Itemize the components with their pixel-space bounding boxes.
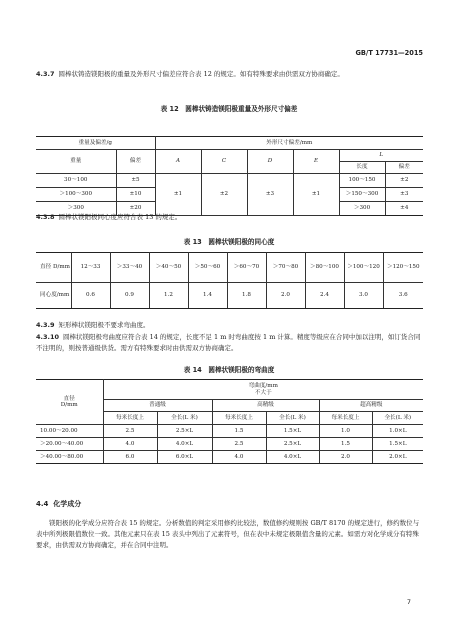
diameter-cell: ＞20.00～40.00 <box>36 438 103 451</box>
table13-caption: 表 13 圆棒状镁阳极的同心度 <box>183 238 275 246</box>
concentricity-cell: 3.6 <box>383 283 423 309</box>
dev-cell: ±20 <box>116 202 155 216</box>
diameter-cell: 10.00～20.00 <box>36 425 103 438</box>
full-length-header: 全长(L 米) <box>157 412 212 425</box>
diameter-cell: ＞40～50 <box>149 253 188 283</box>
normal-full: 2.5×L <box>157 425 212 438</box>
diameter-cell: ＞40.00～80.00 <box>36 451 103 464</box>
standard-code: GB/T 17731—2015 <box>355 49 423 57</box>
length-dev-cell: ±2 <box>385 174 423 188</box>
diameter-cell: 12～33 <box>71 253 110 283</box>
concentricity-cell: 1.2 <box>149 283 188 309</box>
high-per-meter: 2.5 <box>212 438 266 451</box>
weight-group-header: 重量及偏差/g <box>36 137 155 150</box>
C-value: ±2 <box>201 174 247 216</box>
length-dev-cell: ±4 <box>385 202 423 216</box>
table12-caption: 表 12 圆棒状铸造镁阳极重量及外形尺寸偏差 <box>160 105 298 113</box>
D-value: ±3 <box>247 174 293 216</box>
diameter-cell: ＞50～60 <box>188 253 227 283</box>
concentricity-cell: 3.0 <box>344 283 383 309</box>
ultra-per-meter: 1.0 <box>319 425 372 438</box>
clause-4-3-10 <box>36 332 424 354</box>
ultra-full: 1.0×L <box>372 425 423 438</box>
high-full: 4.0×L <box>266 451 319 464</box>
diameter-header <box>36 380 103 425</box>
diameter-unit: D/mm <box>60 402 78 408</box>
high-per-meter: 1.5 <box>212 425 266 438</box>
clause-text: 圆棒状镁阳极弯曲度应符合表 14 的规定，长度不足 1 m 时弯曲度按 1 m 计算。精度等级应在合同中加以注明，如订货合同不注明的，则按普通级供货。需方有特殊要求时由供需双方协商确定。 <box>36 333 421 352</box>
length-dev-cell: ±3 <box>385 188 423 202</box>
col-C-header: C <box>201 150 247 174</box>
per-meter-header: 每米长度上 <box>103 412 157 425</box>
diameter-cell: ＞100～120 <box>344 253 383 283</box>
chemical-composition-text: 镁阳极的化学成分应符合表 15 的规定。分析数值的判定采用修约比较法，数值修约规则按 GB/T 8170 的规定进行，修约数位与表中所列极限值数位一致。其他元素只在表 15 表头中列出了元素符号，但在表中未规定极限值含量的元素。如需方对化学成分有特殊要求，由供需双方协商确定，并在合同中注明。 <box>36 519 420 549</box>
clause-text: 圆棒状镁阳极同心度应符合表 13 的规定。 <box>58 213 182 221</box>
A-value: ±1 <box>155 174 201 216</box>
section-number: 4.4 <box>36 500 49 508</box>
ultra-per-meter: 1.5 <box>319 438 372 451</box>
concentricity-cell: 2.4 <box>305 283 344 309</box>
concentricity-header: 同心度/mm <box>36 283 71 309</box>
normal-full: 6.0×L <box>157 451 212 464</box>
concentricity-cell: 1.4 <box>188 283 227 309</box>
section-title: 化学成分 <box>53 500 82 508</box>
deviation-header: 偏差 <box>116 150 155 174</box>
diameter-label: 直径 <box>63 395 75 402</box>
weight-header: 重量 <box>36 150 116 174</box>
length-dev-header: 偏差 <box>385 162 423 174</box>
high-full: 2.5×L <box>266 438 319 451</box>
bend-header <box>103 380 423 400</box>
full-length-header: 全长(L 米) <box>372 412 423 425</box>
table-13 <box>36 252 423 309</box>
normal-per-meter: 2.5 <box>103 425 157 438</box>
concentricity-cell: 1.8 <box>227 283 266 309</box>
clause-4-3-7 <box>36 69 424 80</box>
dev-cell: ±10 <box>116 188 155 202</box>
clause-number: 4.3.8 <box>36 213 55 221</box>
normal-full: 4.0×L <box>157 438 212 451</box>
length-cell: ＞300 <box>339 202 385 216</box>
col-A-header: A <box>155 150 201 174</box>
table14-caption: 表 14 圆棒状镁阳极的弯曲度 <box>183 366 275 374</box>
diameter-cell: ＞60～70 <box>227 253 266 283</box>
weight-cell: ＞100～300 <box>36 188 116 202</box>
not-more-label: 不大于 <box>254 389 272 396</box>
ultra-grade-header: 超高精级 <box>319 400 423 412</box>
clause-4-3-8 <box>36 212 424 223</box>
normal-grade-header: 普通级 <box>103 400 212 412</box>
E-value: ±1 <box>293 174 339 216</box>
concentricity-cell: 0.6 <box>71 283 110 309</box>
clause-4-3-9 <box>36 320 424 331</box>
table-12 <box>36 136 423 216</box>
length-cell: ＞150～300 <box>339 188 385 202</box>
high-per-meter: 4.0 <box>212 451 266 464</box>
high-grade-header: 高精级 <box>212 400 319 412</box>
full-length-header: 全长(L 米) <box>266 412 319 425</box>
col-D-header: D <box>247 150 293 174</box>
length-header: 长度 <box>339 162 385 174</box>
clause-number: 4.3.10 <box>36 333 60 341</box>
per-meter-header: 每米长度上 <box>319 412 372 425</box>
diameter-cell: ＞120～150 <box>383 253 423 283</box>
clause-number: 4.3.9 <box>36 321 55 329</box>
dimension-group-header: 外形尺寸偏差/mm <box>155 137 423 150</box>
ultra-full: 2.0×L <box>372 451 423 464</box>
weight-cell: ＞300 <box>36 202 116 216</box>
normal-per-meter: 6.0 <box>103 451 157 464</box>
section-4-4 <box>36 499 81 509</box>
concentricity-cell: 0.9 <box>110 283 149 309</box>
weight-cell: 30～100 <box>36 174 116 188</box>
ultra-full: 1.5×L <box>372 438 423 451</box>
ultra-per-meter: 2.0 <box>319 451 372 464</box>
dev-cell: ±5 <box>116 174 155 188</box>
bend-label: 弯曲度/mm <box>248 383 278 390</box>
per-meter-header: 每米长度上 <box>212 412 266 425</box>
col-L-header: L <box>339 150 423 162</box>
col-E-header: E <box>293 150 339 174</box>
diameter-cell: ＞33～40 <box>110 253 149 283</box>
concentricity-cell: 2.0 <box>266 283 305 309</box>
diameter-cell: ＞80～100 <box>305 253 344 283</box>
length-cell: 100～150 <box>339 174 385 188</box>
normal-per-meter: 4.0 <box>103 438 157 451</box>
page-number: 7 <box>406 598 411 606</box>
clause-text: 圆棒状铸造镁阳极的重量及外形尺寸偏差应符合表 12 的规定。如有特殊要求由供需双方协商确定。 <box>58 70 344 78</box>
diameter-cell: ＞70～80 <box>266 253 305 283</box>
clause-text: 矩形棒状镁阳极不要求弯曲度。 <box>58 321 150 329</box>
diameter-header: 直径 D/mm <box>36 253 71 283</box>
table-14 <box>36 379 423 464</box>
clause-number: 4.3.7 <box>36 70 55 78</box>
high-full: 1.5×L <box>266 425 319 438</box>
